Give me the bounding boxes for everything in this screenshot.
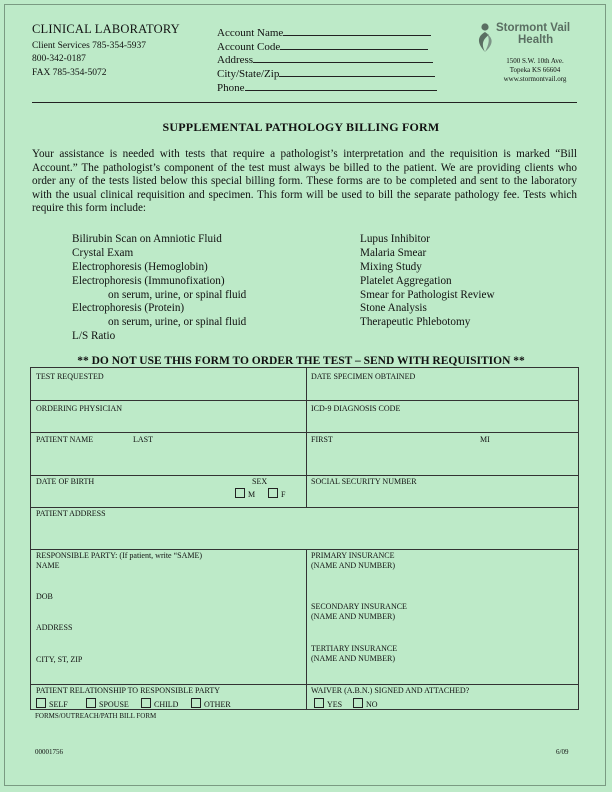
- relationship-label: PATIENT RELATIONSHIP TO RESPONSIBLE PARTY: [36, 686, 220, 695]
- address-label: Address: [217, 54, 254, 66]
- city-state-zip-field[interactable]: [217, 66, 435, 80]
- test-item: Crystal Exam: [72, 247, 134, 259]
- account-name-label: Account Name: [217, 27, 284, 39]
- test-item: Platelet Aggregation: [360, 275, 452, 287]
- date-specimen-field[interactable]: DATE SPECIMEN OBTAINED: [311, 372, 416, 381]
- row-divider: [31, 475, 578, 476]
- phone-field[interactable]: [217, 80, 437, 94]
- rel-other-checkbox[interactable]: [191, 698, 231, 710]
- sex-female-label: F: [281, 490, 286, 499]
- intro-paragraph: Your assistance is needed with tests that require a pathologist’s interpretation and the requisition is marked “Bill Account.” The pathologist’s component of the test must always be billed to the patient. We are providing clients who order any of the tests listed below this special billing form. These forms are to be completed and sent to the laboratory with the usual clinical requisition and specimen. This form will be used to bill the separate pathology fee. Tests which require this form include:: [32, 148, 577, 215]
- waiver-yes-label: YES: [327, 700, 343, 709]
- fax-number: FAX 785-354-5072: [32, 68, 107, 78]
- ordering-physician-field[interactable]: ORDERING PHYSICIAN: [36, 404, 123, 413]
- rel-spouse-checkbox[interactable]: [86, 698, 129, 710]
- rp-dob-field[interactable]: DOB: [36, 592, 53, 601]
- street-address: 1500 S.W. 10th Ave.: [506, 57, 564, 65]
- brand-line-2: Health: [518, 34, 554, 46]
- rel-spouse-label: SPOUSE: [99, 700, 129, 709]
- primary-insurance-field[interactable]: PRIMARY INSURANCE: [311, 551, 395, 560]
- sex-female-checkbox[interactable]: [268, 488, 285, 500]
- icd9-code-field[interactable]: ICD-9 DIAGNOSIS CODE: [311, 404, 401, 413]
- stormont-vail-logo-icon: [474, 22, 496, 54]
- waiver-label: WAIVER (A.B.N.) SIGNED AND ATTACHED?: [311, 686, 470, 695]
- patient-name-field[interactable]: PATIENT NAME: [36, 435, 94, 444]
- test-item: Bilirubin Scan on Amniotic Fluid: [72, 233, 222, 245]
- first-name-field[interactable]: FIRST: [311, 435, 333, 444]
- billing-form-grid: [30, 367, 579, 710]
- brand-line-1: Stormont Vail: [496, 22, 571, 34]
- account-code-field[interactable]: [217, 39, 428, 53]
- website: www.stormontvail.org: [503, 75, 567, 83]
- city-address: Topeka KS 66604: [509, 66, 561, 74]
- test-item-note: on serum, urine, or spinal fluid: [108, 289, 247, 301]
- checkbox-icon: [191, 698, 201, 708]
- responsible-party-label: RESPONSIBLE PARTY: (If patient, write “SAME): [36, 551, 203, 560]
- client-services: Client Services 785-354-5937: [32, 41, 146, 51]
- rp-address-field[interactable]: ADDRESS: [36, 623, 73, 632]
- checkbox-icon: [268, 488, 278, 498]
- column-divider: [306, 368, 307, 507]
- rel-self-label: SELF: [49, 700, 68, 709]
- row-divider: [31, 684, 578, 685]
- account-name-field[interactable]: [217, 25, 431, 39]
- rel-other-label: OTHER: [204, 700, 231, 709]
- warning-text: ** DO NOT USE THIS FORM TO ORDER THE TEST – SEND WITH REQUISITION **: [77, 355, 525, 367]
- rp-name-field[interactable]: NAME: [36, 561, 60, 570]
- test-item: Stone Analysis: [360, 302, 427, 314]
- ssn-field[interactable]: SOCIAL SECURITY NUMBER: [311, 477, 417, 486]
- test-item: Electrophoresis (Immunofixation): [72, 275, 225, 287]
- test-item: L/S Ratio: [72, 330, 116, 342]
- row-divider: [31, 432, 578, 433]
- rel-child-label: CHILD: [154, 700, 179, 709]
- waiver-no-label: NO: [366, 700, 378, 709]
- name-number-hint: (NAME AND NUMBER): [311, 561, 395, 570]
- column-divider: [306, 549, 307, 710]
- checkbox-icon: [314, 698, 324, 708]
- checkbox-icon: [86, 698, 96, 708]
- rel-self-checkbox[interactable]: [36, 698, 68, 710]
- test-item: Malaria Smear: [360, 247, 427, 259]
- test-requested-field[interactable]: TEST REQUESTED: [36, 372, 104, 381]
- header-divider: [32, 102, 577, 103]
- address-field[interactable]: [217, 52, 433, 66]
- sex-male-checkbox[interactable]: [235, 488, 255, 500]
- checkbox-icon: [36, 698, 46, 708]
- row-divider: [31, 507, 578, 508]
- row-divider: [31, 549, 578, 550]
- test-item: Therapeutic Phlebotomy: [360, 316, 471, 328]
- date-of-birth-field[interactable]: DATE OF BIRTH: [36, 477, 95, 486]
- form-title: SUPPLEMENTAL PATHOLOGY BILLING FORM: [162, 120, 440, 134]
- tertiary-insurance-field[interactable]: TERTIARY INSURANCE: [311, 644, 398, 653]
- row-divider: [31, 400, 578, 401]
- name-number-hint: (NAME AND NUMBER): [311, 612, 395, 621]
- checkbox-icon: [235, 488, 245, 498]
- last-name-label: LAST: [133, 435, 153, 444]
- form-name: FORMS/OUTREACH/PATH BILL FORM: [35, 712, 157, 720]
- form-number: 00001756: [35, 748, 63, 756]
- checkbox-icon: [141, 698, 151, 708]
- city-state-zip-label: City/State/Zip: [217, 68, 280, 80]
- patient-address-field[interactable]: PATIENT ADDRESS: [36, 509, 106, 518]
- test-item-note: on serum, urine, or spinal fluid: [108, 316, 247, 328]
- account-code-label: Account Code: [217, 41, 281, 53]
- test-item: Electrophoresis (Hemoglobin): [72, 261, 208, 273]
- name-number-hint: (NAME AND NUMBER): [311, 654, 395, 663]
- rel-child-checkbox[interactable]: [141, 698, 178, 710]
- secondary-insurance-field[interactable]: SECONDARY INSURANCE: [311, 602, 407, 611]
- lab-name: CLINICAL LABORATORY: [32, 22, 180, 36]
- checkbox-icon: [353, 698, 363, 708]
- sex-male-label: M: [248, 490, 256, 499]
- revision-date: 6/09: [556, 748, 569, 756]
- test-item: Lupus Inhibitor: [360, 233, 430, 245]
- sex-label: SEX: [252, 477, 268, 486]
- toll-free-phone: 800-342-0187: [32, 54, 86, 64]
- test-item: Electrophoresis (Protein): [72, 302, 185, 314]
- waiver-yes-checkbox[interactable]: [314, 698, 342, 710]
- waiver-no-checkbox[interactable]: [353, 698, 378, 710]
- test-item: Mixing Study: [360, 261, 422, 273]
- brand-name: [496, 22, 570, 46]
- rp-city-field[interactable]: CITY, ST, ZIP: [36, 655, 83, 664]
- middle-initial-field[interactable]: MI: [480, 435, 490, 444]
- phone-label: Phone: [217, 82, 245, 94]
- test-item: Smear for Pathologist Review: [360, 289, 495, 301]
